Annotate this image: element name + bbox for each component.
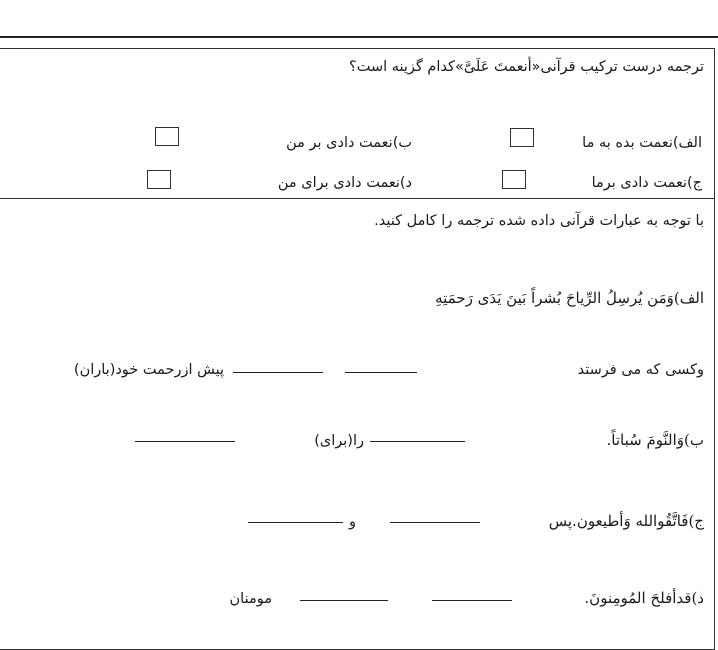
item-b-arabic: ب)وَالنَّومَ سُباتاً. — [606, 431, 704, 449]
item-a-arabic: الف)وَمَن يُرسِلُ الرِّياحَ بُشراً بَينَ يَدَى رَحمَتِهِ — [435, 289, 704, 307]
item-a-blank-1[interactable] — [345, 372, 417, 373]
item-a-translation-end: پیش ازرحمت خود(باران) — [73, 362, 224, 378]
item-c-blank-1[interactable] — [390, 522, 480, 523]
question2-prompt: با توجه به عبارات قرآنی داده شده ترجمه را کامل کنید. — [374, 213, 704, 229]
top-bar — [0, 0, 718, 38]
option-b-checkbox[interactable] — [155, 127, 179, 146]
item-a-translation-start: وکسی که می فرستد — [577, 362, 704, 378]
item-c-arabic: ج)فَاتَّقُوالله وَأطيعون.پس — [548, 512, 704, 530]
option-c-label: ج)نعمت دادی برما — [591, 175, 702, 191]
item-c-connector: و — [348, 514, 356, 530]
item-b-blank-1[interactable] — [370, 441, 465, 442]
section-divider — [0, 198, 714, 199]
option-b-label: ب)نعمت دادی بر من — [286, 135, 412, 151]
question1-prompt: ترجمه درست ترکیب قرآنی«أنعمتَ عَلَیَّ»کدام گزینه است؟ — [349, 59, 704, 75]
option-a-label: الف)نعمت بده به ما — [582, 135, 702, 151]
item-a-blank-2[interactable] — [233, 372, 323, 373]
option-d-checkbox[interactable] — [147, 170, 171, 189]
option-c-checkbox[interactable] — [502, 170, 526, 189]
item-d-blank-2[interactable] — [300, 600, 388, 601]
item-d-end: مومنان — [229, 591, 272, 607]
item-d-arabic: د)قدأفلحَ المُومِنونَ. — [584, 589, 704, 607]
worksheet — [0, 48, 715, 650]
item-b-middle: را(برای) — [314, 433, 364, 449]
item-b-blank-2[interactable] — [135, 441, 235, 442]
item-c-blank-2[interactable] — [248, 522, 343, 523]
item-d-blank-1[interactable] — [432, 600, 512, 601]
option-d-label: د)نعمت دادی برای من — [277, 175, 412, 191]
option-a-checkbox[interactable] — [510, 128, 534, 147]
